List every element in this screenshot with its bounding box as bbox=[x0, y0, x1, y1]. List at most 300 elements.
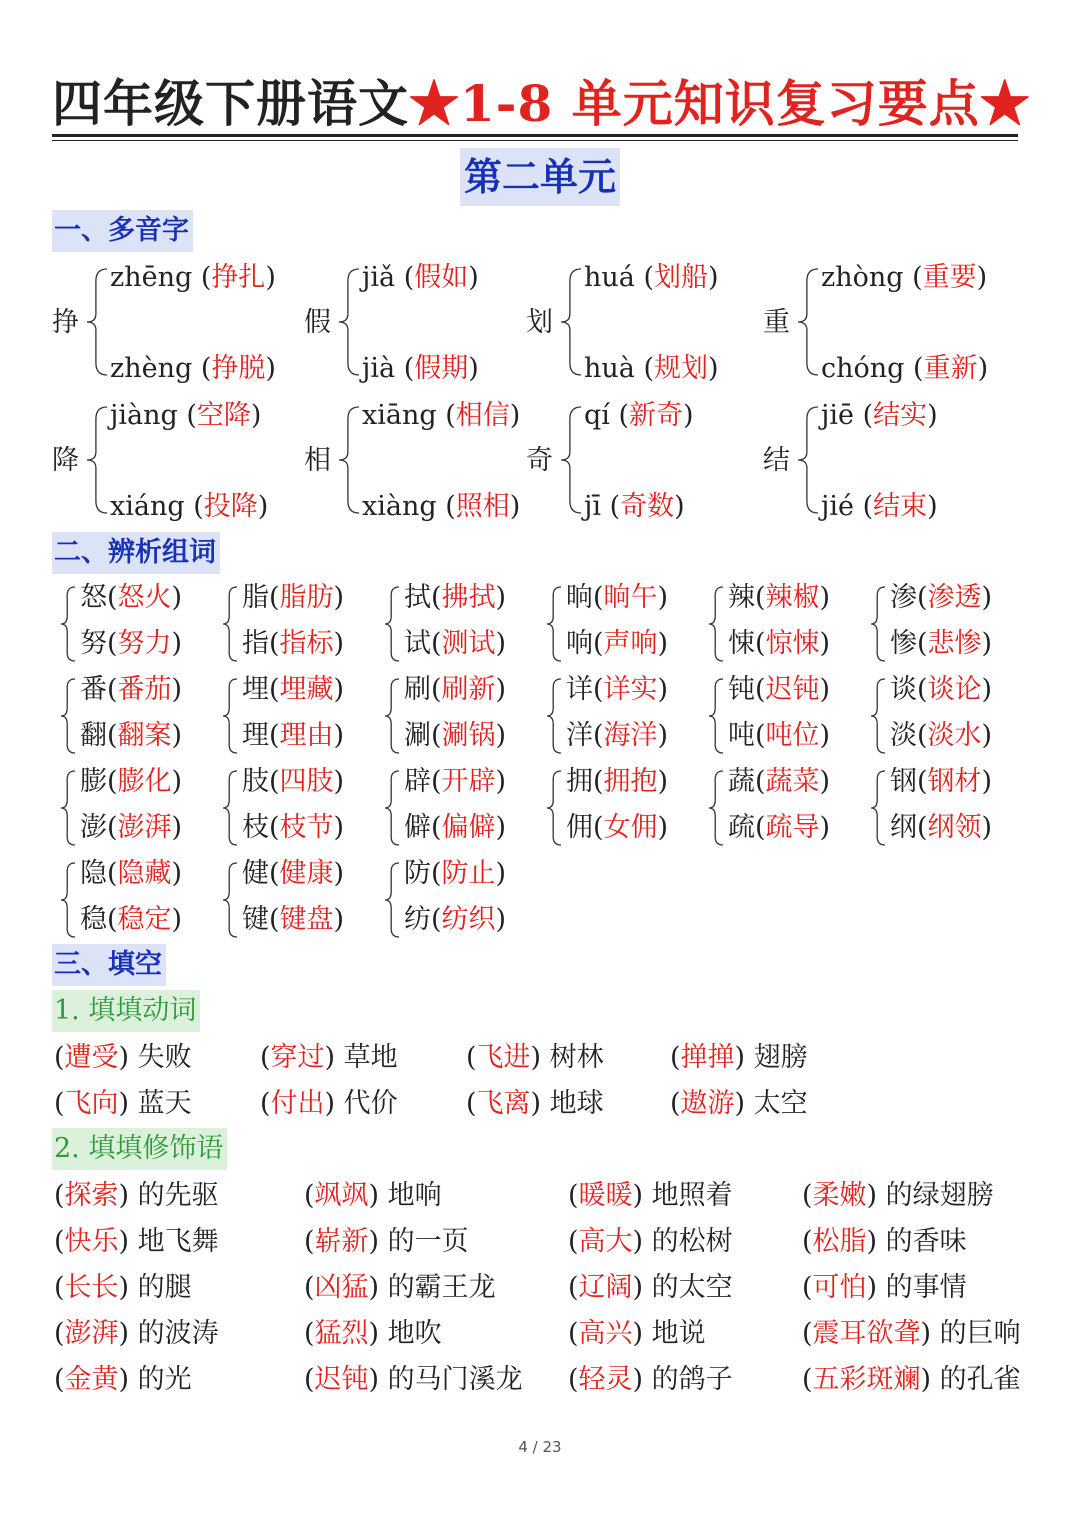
pair-word: 偏僻 bbox=[441, 812, 496, 843]
fill-phrase: 地照着 bbox=[651, 1180, 733, 1211]
pinyin: xiàng bbox=[362, 491, 437, 522]
pair-word: 涮锅 bbox=[441, 720, 496, 751]
fill-item: (掸掸) 翅膀 bbox=[670, 1042, 808, 1073]
example-word: 照相 bbox=[455, 491, 510, 522]
pair-word: 淡水 bbox=[927, 720, 982, 751]
pinyin: zhēng bbox=[110, 262, 193, 293]
pinyin-reading: jī (奇数) bbox=[584, 491, 685, 522]
fill-item: (轻灵) 的鸽子 bbox=[568, 1364, 733, 1395]
fill-item: (高兴) 地说 bbox=[568, 1318, 706, 1349]
word-pair-entry: 详(详实) bbox=[566, 674, 669, 705]
fill-answer: 飞离 bbox=[476, 1088, 531, 1119]
fill-phrase: 草地 bbox=[343, 1042, 398, 1073]
word-pair-entry: 番(番茄) bbox=[80, 674, 183, 705]
fill-answer: 金黄 bbox=[64, 1364, 119, 1395]
fill-phrase: 代价 bbox=[343, 1088, 398, 1119]
brace-icon bbox=[338, 268, 360, 376]
star-icon: ★ bbox=[409, 74, 460, 133]
pair-char: 僻 bbox=[404, 812, 431, 843]
polyphone-char: 重 bbox=[763, 307, 790, 338]
brace-icon bbox=[60, 586, 76, 662]
fill-phrase: 的巨响 bbox=[939, 1318, 1021, 1349]
example-word: 挣脱 bbox=[211, 353, 266, 384]
page-title bbox=[52, 72, 1031, 136]
fill-item: (探索) 的先驱 bbox=[54, 1180, 219, 1211]
word-pair-entry: 佣(女佣) bbox=[566, 812, 669, 843]
fill-item: (遭受) 失败 bbox=[54, 1042, 192, 1073]
word-pair-entry: 涮(涮锅) bbox=[404, 720, 507, 751]
fill-answer: 掸掸 bbox=[680, 1042, 735, 1073]
example-word: 规划 bbox=[654, 353, 709, 384]
polyphone-char: 划 bbox=[526, 307, 553, 338]
pinyin: qí bbox=[584, 400, 610, 431]
fill-phrase: 的一页 bbox=[387, 1226, 469, 1257]
word-pair-entry: 健(健康) bbox=[242, 858, 345, 889]
pair-word: 女佣 bbox=[603, 812, 658, 843]
fill-answer: 可怕 bbox=[812, 1272, 867, 1303]
word-pair-entry: 澎(澎湃) bbox=[80, 812, 183, 843]
pair-char: 澎 bbox=[80, 812, 107, 843]
fill-phrase: 的马门溪龙 bbox=[387, 1364, 523, 1395]
brace-icon bbox=[338, 406, 360, 514]
fill-item: (柔嫩) 的绿翅膀 bbox=[802, 1180, 994, 1211]
pair-word: 蔬菜 bbox=[765, 766, 820, 797]
fill-item: (崭新) 的一页 bbox=[304, 1226, 469, 1257]
title-underline bbox=[52, 134, 1018, 137]
pair-char: 钝 bbox=[728, 674, 755, 705]
pair-char: 隐 bbox=[80, 858, 107, 889]
fill-phrase: 的孔雀 bbox=[939, 1364, 1021, 1395]
pinyin: jià bbox=[362, 353, 396, 384]
fill-answer: 遭受 bbox=[64, 1042, 119, 1073]
fill-phrase: 太空 bbox=[753, 1088, 808, 1119]
pair-word: 指标 bbox=[279, 628, 334, 659]
polyphone-char: 降 bbox=[52, 445, 79, 476]
brace-icon bbox=[222, 770, 238, 846]
pair-word: 拂拭 bbox=[441, 582, 496, 613]
pair-word: 声响 bbox=[603, 628, 658, 659]
word-pair-entry: 试(测试) bbox=[404, 628, 507, 659]
pair-word: 惊悚 bbox=[765, 628, 820, 659]
fill-answer: 暖暖 bbox=[578, 1180, 633, 1211]
word-pair-entry: 键(键盘) bbox=[242, 904, 345, 935]
example-word: 奇数 bbox=[620, 491, 675, 522]
fill-verbs-heading: 1. 填填动词 bbox=[52, 990, 200, 1032]
brace-icon bbox=[222, 678, 238, 754]
pinyin-reading: jié (结束) bbox=[821, 491, 938, 522]
fill-item: (凶猛) 的霸王龙 bbox=[304, 1272, 496, 1303]
pair-word: 辣椒 bbox=[765, 582, 820, 613]
pinyin-reading: qí (新奇) bbox=[584, 400, 694, 431]
fill-phrase: 翅膀 bbox=[753, 1042, 808, 1073]
pinyin: zhòng bbox=[821, 262, 904, 293]
word-pair-entry: 晌(晌午) bbox=[566, 582, 669, 613]
pair-char: 埋 bbox=[242, 674, 269, 705]
example-word: 挣扎 bbox=[211, 262, 266, 293]
fill-item: (暖暖) 地照着 bbox=[568, 1180, 733, 1211]
fill-phrase: 地响 bbox=[387, 1180, 442, 1211]
fill-answer: 探索 bbox=[64, 1180, 119, 1211]
polyphone-char: 假 bbox=[304, 307, 331, 338]
word-pair-entry: 疏(疏导) bbox=[728, 812, 831, 843]
fill-answer: 高兴 bbox=[578, 1318, 633, 1349]
pair-char: 试 bbox=[404, 628, 431, 659]
fill-answer: 飞向 bbox=[64, 1088, 119, 1119]
pair-word: 怒火 bbox=[117, 582, 172, 613]
fill-answer: 柔嫩 bbox=[812, 1180, 867, 1211]
fill-item: (迟钝) 的马门溪龙 bbox=[304, 1364, 523, 1395]
pair-word: 纲领 bbox=[927, 812, 982, 843]
pinyin: jiàng bbox=[110, 400, 178, 431]
fill-item: (穿过) 草地 bbox=[260, 1042, 398, 1073]
pinyin-reading: huà (规划) bbox=[584, 353, 719, 384]
pair-word: 理由 bbox=[279, 720, 334, 751]
brace-icon bbox=[222, 586, 238, 662]
pair-char: 蔬 bbox=[728, 766, 755, 797]
word-pair-entry: 钝(迟钝) bbox=[728, 674, 831, 705]
fill-item: (飞离) 地球 bbox=[466, 1088, 604, 1119]
fill-item: (长长) 的腿 bbox=[54, 1272, 192, 1303]
word-pair-entry: 纺(纺织) bbox=[404, 904, 507, 935]
word-pair-entry: 悚(惊悚) bbox=[728, 628, 831, 659]
pinyin-reading: jiǎ (假如) bbox=[362, 262, 479, 293]
fill-item: (高大) 的松树 bbox=[568, 1226, 733, 1257]
pair-word: 纺织 bbox=[441, 904, 496, 935]
fill-answer: 崭新 bbox=[314, 1226, 369, 1257]
pinyin-reading: xiàng (照相) bbox=[362, 491, 521, 522]
fill-answer: 长长 bbox=[64, 1272, 119, 1303]
pair-word: 测试 bbox=[441, 628, 496, 659]
pair-word: 开辟 bbox=[441, 766, 496, 797]
pair-word: 稳定 bbox=[117, 904, 172, 935]
pair-char: 晌 bbox=[566, 582, 593, 613]
pinyin: zhèng bbox=[110, 353, 193, 384]
fill-answer: 辽阔 bbox=[578, 1272, 633, 1303]
title-highlight: 1-8 单元知识复习要点 bbox=[460, 74, 980, 133]
pair-char: 膨 bbox=[80, 766, 107, 797]
fill-phrase: 的腿 bbox=[137, 1272, 192, 1303]
word-pair-entry: 膨(膨化) bbox=[80, 766, 183, 797]
fill-item: (遨游) 太空 bbox=[670, 1088, 808, 1119]
brace-icon bbox=[870, 678, 886, 754]
word-pair-entry: 渗(渗透) bbox=[890, 582, 993, 613]
word-pair-entry: 肢(四肢) bbox=[242, 766, 345, 797]
pair-word: 海洋 bbox=[603, 720, 658, 751]
word-pair-entry: 理(理由) bbox=[242, 720, 345, 751]
fill-phrase: 蓝天 bbox=[137, 1088, 192, 1119]
pair-char: 番 bbox=[80, 674, 107, 705]
pair-word: 迟钝 bbox=[765, 674, 820, 705]
pinyin-reading: zhòng (重要) bbox=[821, 262, 988, 293]
fill-phrase: 的绿翅膀 bbox=[885, 1180, 994, 1211]
fill-answer: 澎湃 bbox=[64, 1318, 119, 1349]
fill-item: (辽阔) 的太空 bbox=[568, 1272, 733, 1303]
word-pair-entry: 拭(拂拭) bbox=[404, 582, 507, 613]
pair-char: 指 bbox=[242, 628, 269, 659]
word-pair-entry: 脂(脂肪) bbox=[242, 582, 345, 613]
word-pair-entry: 努(努力) bbox=[80, 628, 183, 659]
fill-item: (飞向) 蓝天 bbox=[54, 1088, 192, 1119]
pinyin-reading: xiāng (相信) bbox=[362, 400, 521, 431]
brace-icon bbox=[384, 678, 400, 754]
polyphone-char: 挣 bbox=[52, 307, 79, 338]
pinyin: huà bbox=[584, 353, 635, 384]
pair-word: 疏导 bbox=[765, 812, 820, 843]
pair-word: 枝节 bbox=[279, 812, 334, 843]
example-word: 重新 bbox=[923, 353, 978, 384]
pinyin-reading: zhèng (挣脱) bbox=[110, 353, 276, 384]
pinyin-reading: jiē (结实) bbox=[821, 400, 938, 431]
pair-word: 钢材 bbox=[927, 766, 982, 797]
fill-phrase: 地吹 bbox=[387, 1318, 442, 1349]
pair-char: 键 bbox=[242, 904, 269, 935]
title-main: 四年级下册语文 bbox=[52, 74, 409, 133]
fill-phrase: 的霸王龙 bbox=[387, 1272, 496, 1303]
fill-phrase: 的波涛 bbox=[137, 1318, 219, 1349]
pinyin-reading: huá (划船) bbox=[584, 262, 719, 293]
fill-answer: 松脂 bbox=[812, 1226, 867, 1257]
pinyin-reading: jiàng (空降) bbox=[110, 400, 262, 431]
pair-char: 健 bbox=[242, 858, 269, 889]
pair-char: 脂 bbox=[242, 582, 269, 613]
title-underline-thin bbox=[52, 140, 1018, 141]
pair-word: 埋藏 bbox=[279, 674, 334, 705]
word-pair-entry: 惨(悲惨) bbox=[890, 628, 993, 659]
pair-char: 辟 bbox=[404, 766, 431, 797]
word-pair-entry: 埋(埋藏) bbox=[242, 674, 345, 705]
pair-word: 四肢 bbox=[279, 766, 334, 797]
fill-answer: 飒飒 bbox=[314, 1180, 369, 1211]
fill-answer: 迟钝 bbox=[314, 1364, 369, 1395]
fill-phrase: 失败 bbox=[137, 1042, 192, 1073]
example-word: 划船 bbox=[654, 262, 709, 293]
brace-icon bbox=[384, 770, 400, 846]
brace-icon bbox=[546, 770, 562, 846]
word-pair-entry: 稳(稳定) bbox=[80, 904, 183, 935]
pinyin-reading: jià (假期) bbox=[362, 353, 479, 384]
fill-phrase: 的松树 bbox=[651, 1226, 733, 1257]
pair-word: 拥抱 bbox=[603, 766, 658, 797]
fill-answer: 付出 bbox=[270, 1088, 325, 1119]
brace-icon bbox=[708, 678, 724, 754]
pair-word: 详实 bbox=[603, 674, 658, 705]
pair-char: 详 bbox=[566, 674, 593, 705]
example-word: 假期 bbox=[414, 353, 469, 384]
pair-word: 番茄 bbox=[117, 674, 172, 705]
pair-char: 钢 bbox=[890, 766, 917, 797]
pinyin: jī bbox=[584, 491, 602, 522]
brace-icon bbox=[870, 586, 886, 662]
word-pair-entry: 响(声响) bbox=[566, 628, 669, 659]
pair-char: 吨 bbox=[728, 720, 755, 751]
pair-char: 辣 bbox=[728, 582, 755, 613]
pair-char: 肢 bbox=[242, 766, 269, 797]
fill-phrase: 地说 bbox=[651, 1318, 706, 1349]
fill-answer: 穿过 bbox=[270, 1042, 325, 1073]
pair-word: 努力 bbox=[117, 628, 172, 659]
pair-word: 防止 bbox=[441, 858, 496, 889]
example-word: 新奇 bbox=[629, 400, 684, 431]
brace-icon bbox=[797, 268, 819, 376]
fill-phrase: 地球 bbox=[549, 1088, 604, 1119]
example-word: 相信 bbox=[455, 400, 510, 431]
brace-icon bbox=[546, 678, 562, 754]
pair-char: 悚 bbox=[728, 628, 755, 659]
pair-char: 佣 bbox=[566, 812, 593, 843]
polyphone-char: 奇 bbox=[526, 445, 553, 476]
fill-item: (猛烈) 地吹 bbox=[304, 1318, 442, 1349]
page-number: 4 / 23 bbox=[518, 1438, 562, 1456]
pair-word: 澎湃 bbox=[117, 812, 172, 843]
brace-icon bbox=[797, 406, 819, 514]
example-word: 重要 bbox=[922, 262, 977, 293]
word-pair-entry: 钢(钢材) bbox=[890, 766, 993, 797]
fill-item: (飞进) 树林 bbox=[466, 1042, 604, 1073]
fill-answer: 轻灵 bbox=[578, 1364, 633, 1395]
brace-icon bbox=[222, 862, 238, 938]
brace-icon bbox=[384, 586, 400, 662]
pinyin: jiē bbox=[821, 400, 854, 431]
fill-answer: 震耳欲聋 bbox=[812, 1318, 921, 1349]
fill-phrase: 的先驱 bbox=[137, 1180, 219, 1211]
word-pair-entry: 吨(吨位) bbox=[728, 720, 831, 751]
pair-char: 谈 bbox=[890, 674, 917, 705]
fill-answer: 快乐 bbox=[64, 1226, 119, 1257]
word-pair-entry: 拥(拥抱) bbox=[566, 766, 669, 797]
pinyin: huá bbox=[584, 262, 635, 293]
pair-char: 涮 bbox=[404, 720, 431, 751]
word-pair-entry: 防(防止) bbox=[404, 858, 507, 889]
pair-word: 刷新 bbox=[441, 674, 496, 705]
pair-char: 拭 bbox=[404, 582, 431, 613]
example-word: 投降 bbox=[203, 491, 258, 522]
fill-phrase: 树林 bbox=[549, 1042, 604, 1073]
pair-char: 理 bbox=[242, 720, 269, 751]
pair-char: 惨 bbox=[890, 628, 917, 659]
fill-item: (松脂) 的香味 bbox=[802, 1226, 967, 1257]
word-pair-entry: 指(指标) bbox=[242, 628, 345, 659]
word-pair-entry: 僻(偏僻) bbox=[404, 812, 507, 843]
pair-char: 响 bbox=[566, 628, 593, 659]
fill-answer: 五彩斑斓 bbox=[812, 1364, 921, 1395]
section-heading-fill: 三、填空 bbox=[52, 944, 166, 986]
pair-char: 枝 bbox=[242, 812, 269, 843]
pair-char: 渗 bbox=[890, 582, 917, 613]
pair-word: 翻案 bbox=[117, 720, 172, 751]
fill-item: (飒飒) 地响 bbox=[304, 1180, 442, 1211]
pair-char: 努 bbox=[80, 628, 107, 659]
polyphone-char: 相 bbox=[304, 445, 331, 476]
word-pair-entry: 翻(翻案) bbox=[80, 720, 183, 751]
fill-item: (震耳欲聋) 的巨响 bbox=[802, 1318, 1021, 1349]
pair-char: 翻 bbox=[80, 720, 107, 751]
fill-item: (快乐) 地飞舞 bbox=[54, 1226, 219, 1257]
polyphone-char: 结 bbox=[763, 445, 790, 476]
brace-icon bbox=[708, 586, 724, 662]
pair-word: 膨化 bbox=[117, 766, 172, 797]
word-pair-entry: 刷(刷新) bbox=[404, 674, 507, 705]
pair-word: 健康 bbox=[279, 858, 334, 889]
pair-char: 稳 bbox=[80, 904, 107, 935]
unit-heading: 第二单元 bbox=[460, 148, 620, 206]
fill-answer: 凶猛 bbox=[314, 1272, 369, 1303]
word-pair-entry: 淡(淡水) bbox=[890, 720, 993, 751]
brace-icon bbox=[546, 586, 562, 662]
pair-char: 拥 bbox=[566, 766, 593, 797]
word-pair-entry: 辟(开辟) bbox=[404, 766, 507, 797]
fill-item: (五彩斑斓) 的孔雀 bbox=[802, 1364, 1021, 1395]
pair-word: 隐藏 bbox=[117, 858, 172, 889]
fill-phrase: 的事情 bbox=[885, 1272, 967, 1303]
fill-phrase: 的太空 bbox=[651, 1272, 733, 1303]
pair-word: 键盘 bbox=[279, 904, 334, 935]
brace-icon bbox=[870, 770, 886, 846]
pinyin: chóng bbox=[821, 353, 905, 384]
brace-icon bbox=[560, 406, 582, 514]
section-heading-polyphones: 一、多音字 bbox=[52, 210, 193, 252]
word-pair-entry: 谈(谈论) bbox=[890, 674, 993, 705]
fill-phrase: 的光 bbox=[137, 1364, 192, 1395]
word-pair-entry: 枝(枝节) bbox=[242, 812, 345, 843]
fill-phrase: 的香味 bbox=[885, 1226, 967, 1257]
pair-word: 脂肪 bbox=[279, 582, 334, 613]
fill-item: (可怕) 的事情 bbox=[802, 1272, 967, 1303]
example-word: 结实 bbox=[873, 400, 928, 431]
brace-icon bbox=[60, 678, 76, 754]
pinyin: jiǎ bbox=[362, 262, 396, 293]
pair-char: 刷 bbox=[404, 674, 431, 705]
fill-answer: 猛烈 bbox=[314, 1318, 369, 1349]
word-pair-entry: 纲(纲领) bbox=[890, 812, 993, 843]
fill-modifiers-heading: 2. 填填修饰语 bbox=[52, 1128, 227, 1170]
fill-answer: 飞进 bbox=[476, 1042, 531, 1073]
word-pair-entry: 怒(怒火) bbox=[80, 582, 183, 613]
pair-word: 晌午 bbox=[603, 582, 658, 613]
fill-answer: 遨游 bbox=[680, 1088, 735, 1119]
brace-icon bbox=[60, 862, 76, 938]
pair-word: 悲惨 bbox=[927, 628, 982, 659]
example-word: 假如 bbox=[414, 262, 469, 293]
pinyin: jié bbox=[821, 491, 854, 522]
pinyin-reading: xiáng (投降) bbox=[110, 491, 269, 522]
fill-item: (付出) 代价 bbox=[260, 1088, 398, 1119]
fill-phrase: 地飞舞 bbox=[137, 1226, 219, 1257]
brace-icon bbox=[86, 268, 108, 376]
section-heading-word-pairs: 二、辨析组词 bbox=[52, 532, 220, 574]
pair-char: 疏 bbox=[728, 812, 755, 843]
pair-word: 谈论 bbox=[927, 674, 982, 705]
brace-icon bbox=[60, 770, 76, 846]
pair-char: 淡 bbox=[890, 720, 917, 751]
example-word: 结束 bbox=[873, 491, 928, 522]
pinyin-reading: zhēng (挣扎) bbox=[110, 262, 276, 293]
brace-icon bbox=[384, 862, 400, 938]
pair-char: 纺 bbox=[404, 904, 431, 935]
pair-word: 吨位 bbox=[765, 720, 820, 751]
fill-answer: 高大 bbox=[578, 1226, 633, 1257]
pinyin: xiáng bbox=[110, 491, 185, 522]
word-pair-entry: 隐(隐藏) bbox=[80, 858, 183, 889]
word-pair-entry: 蔬(蔬菜) bbox=[728, 766, 831, 797]
star-icon: ★ bbox=[979, 74, 1031, 133]
fill-item: (金黄) 的光 bbox=[54, 1364, 192, 1395]
pair-word: 渗透 bbox=[927, 582, 982, 613]
fill-phrase: 的鸽子 bbox=[651, 1364, 733, 1395]
word-pair-entry: 洋(海洋) bbox=[566, 720, 669, 751]
pinyin-reading: chóng (重新) bbox=[821, 353, 989, 384]
pair-char: 洋 bbox=[566, 720, 593, 751]
pinyin: xiāng bbox=[362, 400, 437, 431]
